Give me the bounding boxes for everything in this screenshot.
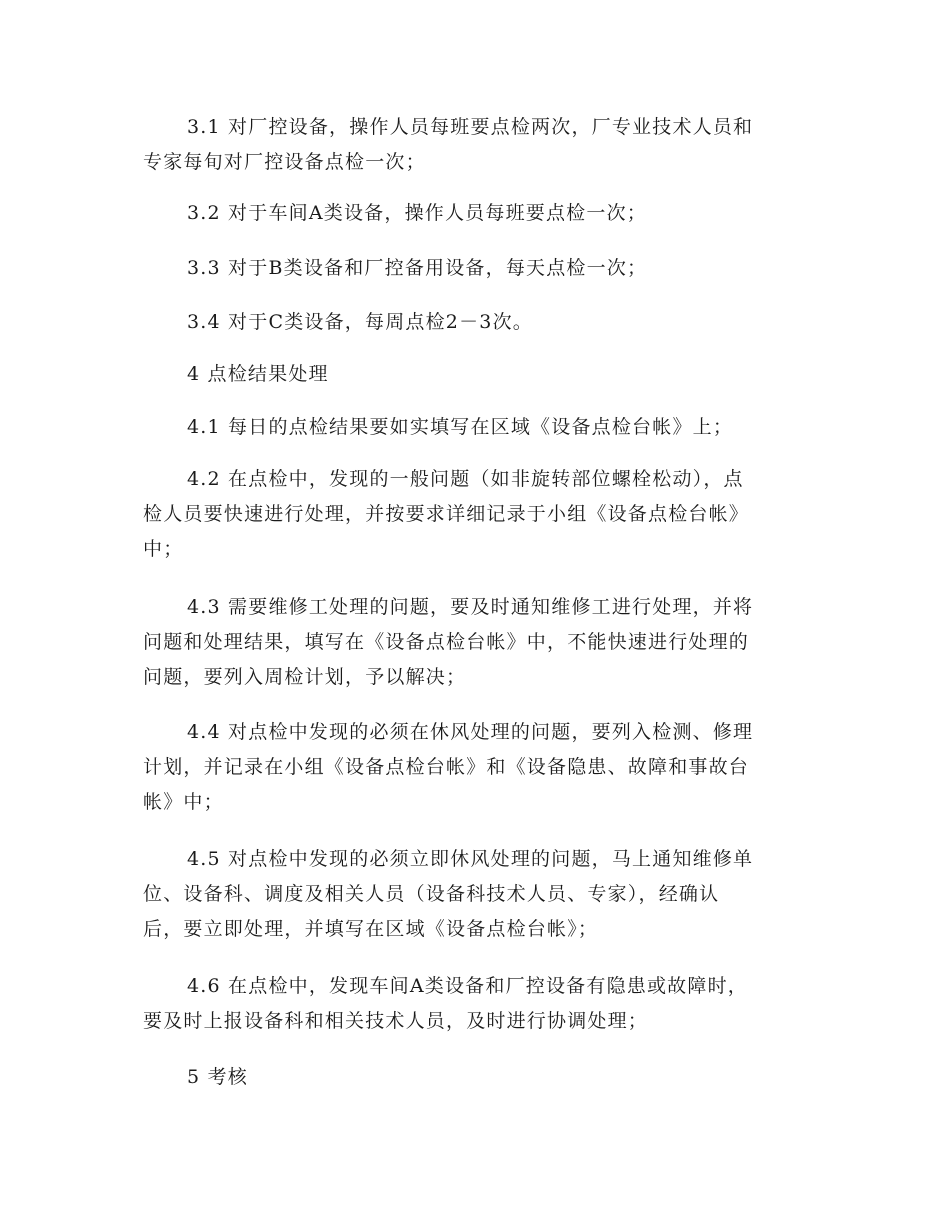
heading-line: 5 考核 [187,1066,248,1088]
paragraph-line: 后，要立即处理，并填写在区域《设备点检台帐》； [143,918,599,940]
paragraph-line: 帐》中； [143,791,224,813]
section-heading-4 [143,357,798,392]
paragraph-4-6 [143,969,798,1039]
heading-line: 4 点检结果处理 [187,363,329,385]
paragraph-line: 位、设备科、调度及相关人员（设备科技术人员、专家），经确认 [143,883,720,905]
paragraph-line: 问题，要列入周检计划，予以解决； [143,666,467,688]
paragraph-line: 4.6 在点检中，发现车间A类设备和厂控设备有隐患或故障时， [187,975,748,997]
section-heading-5 [143,1060,798,1095]
paragraph-line: 4.2 在点检中，发现的一般问题（如非旋转部位螺栓松动），点 [187,468,744,490]
paragraph-4-1 [143,410,798,445]
paragraph-3-1 [143,110,798,180]
paragraph-line: 3.2 对于车间A类设备，操作人员每班要点检一次； [187,202,647,224]
paragraph-4-2 [143,462,798,567]
paragraph-line: 3.3 对于B类设备和厂控备用设备，每天点检一次； [187,257,648,279]
paragraph-line: 4.1 每日的点检结果要如实填写在区域《设备点检台帐》上； [187,416,734,438]
paragraph-line: 3.1 对厂控设备，操作人员每班要点检两次，厂专业技术人员和 [187,116,754,138]
paragraph-3-4 [143,305,798,340]
paragraph-4-3 [143,590,798,695]
paragraph-4-5 [143,842,798,947]
paragraph-3-3 [143,251,798,286]
paragraph-line: 问题和处理结果，填写在《设备点检台帐》中，不能快速进行处理的 [143,631,750,653]
paragraph-line: 要及时上报设备科和相关技术人员，及时进行协调处理； [143,1010,649,1032]
paragraph-3-2 [143,196,798,231]
paragraph-line: 4.5 对点检中发现的必须立即休风处理的问题，马上通知维修单 [187,848,754,870]
paragraph-4-4 [143,715,798,820]
paragraph-line: 中； [143,538,184,560]
paragraph-line: 4.4 对点检中发现的必须在休风处理的问题，要列入检测、修理 [187,721,754,743]
paragraph-line: 4.3 需要维修工处理的问题，要及时通知维修工进行处理，并将 [187,596,754,618]
paragraph-line: 计划，并记录在小组《设备点检台帐》和《设备隐患、故障和事故台 [143,756,750,778]
paragraph-line: 检人员要快速进行处理，并按要求详细记录于小组《设备点检台帐》 [143,503,750,525]
paragraph-line: 专家每旬对厂控设备点检一次； [143,151,426,173]
paragraph-line: 3.4 对于C类设备，每周点检2－3次。 [187,311,533,333]
